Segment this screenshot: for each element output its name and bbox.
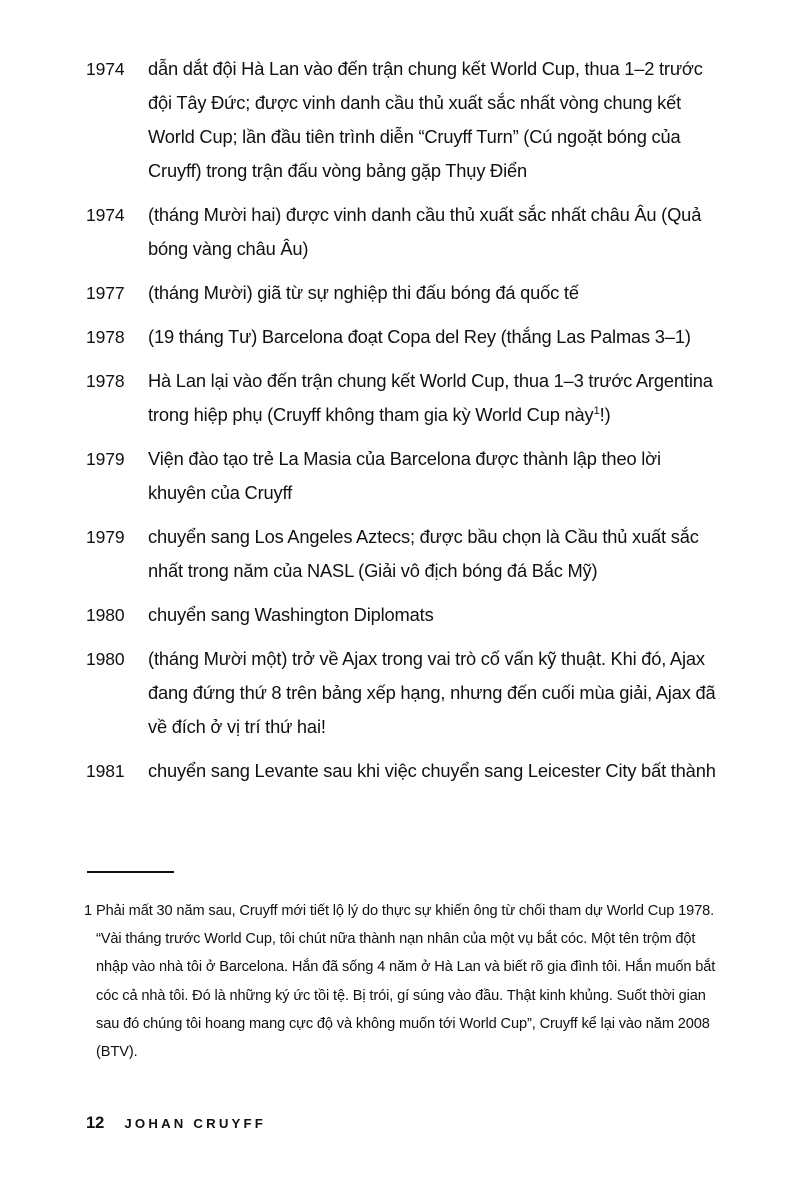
footnote-text: Phải mất 30 năm sau, Cruyff mới tiết lộ lý do thực sự khiến ông từ chối tham dự World Cup 1978. “Vài tháng trước World Cup, tôi chút nữa thành nạn nhân của một vụ bắt cóc. Một tên trộm đột nhập vào nhà tôi ở Barcelona. Hắn đã sống 4 năm ở Hà Lan và biết rõ gia đình tôi. Hắn muốn bắt cóc cả nhà tôi. Đó là những ký ức tồi tệ. Bị trói, gí súng vào đầu. Thật kinh khủng. Suốt thời gian sau đó chúng tôi hoang mang cực độ và không muốn tới World Cup”, Cruyff kể lại vào năm 2008 (BTV). (96, 903, 716, 1061)
entry-description: (tháng Mười) giã từ sự nghiệp thi đấu bóng đá quốc tế (148, 282, 579, 303)
entry-year: 1978 (86, 327, 125, 347)
entry-description: chuyển sang Levante sau khi việc chuyển sang Leicester City bất thành (148, 760, 716, 781)
entry-year: 1974 (86, 205, 125, 225)
entry-year: 1979 (86, 449, 125, 469)
entry-description (148, 364, 718, 432)
footnote-block (84, 897, 724, 1066)
entry-description: chuyển sang Los Angeles Aztecs; được bầu chọn là Cầu thủ xuất sắc nhất trong năm của NASL (Giải vô địch bóng đá Bắc Mỹ) (148, 526, 699, 581)
entry-description: (tháng Mười hai) được vinh danh cầu thủ xuất sắc nhất châu Âu (Quả bóng vàng châu Âu) (148, 204, 702, 259)
entry-description: (19 tháng Tư) Barcelona đoạt Copa del Rey (thắng Las Palmas 3–1) (148, 326, 691, 347)
footnote-separator-rule (87, 871, 174, 873)
chronology-entry (86, 364, 718, 432)
running-book-title: JOHAN CRUYFF (124, 1116, 267, 1131)
chronology-entry (86, 442, 718, 510)
chronology-entry (86, 52, 718, 188)
entry-description: chuyển sang Washington Diplomats (148, 604, 434, 625)
entry-description: (tháng Mười một) trở về Ajax trong vai trò cố vấn kỹ thuật. Khi đó, Ajax đang đứng thứ 8 trên bảng xếp hạng, nhưng đến cuối mùa giải, Ajax đã về đích ở vị trí thứ hai! (148, 648, 716, 737)
entry-year: 1974 (86, 59, 125, 79)
chronology-entry (86, 198, 718, 266)
entry-text-part: Hà Lan lại vào đến trận chung kết World Cup, thua 1–3 trước Argentina trong hiệp phụ (Cruyff không tham gia kỳ World Cup này (148, 370, 713, 425)
entry-year: 1980 (86, 649, 125, 669)
chronology-entry (86, 642, 718, 744)
entry-year: 1977 (86, 283, 125, 303)
page-number: 12 (86, 1114, 105, 1132)
chronology-entry (86, 276, 718, 310)
entry-description: dẫn dắt đội Hà Lan vào đến trận chung kết World Cup, thua 1–2 trước đội Tây Đức; được vinh danh cầu thủ xuất sắc nhất vòng chung kết World Cup; lần đầu tiên trình diễn “Cruyff Turn” (Cú ngoặt bóng của Cruyff) trong trận đấu vòng bảng gặp Thụy Điển (148, 58, 703, 181)
chronology-entry (86, 320, 718, 354)
chronology-entry (86, 520, 718, 588)
entry-year: 1980 (86, 605, 125, 625)
entry-year: 1979 (86, 527, 125, 547)
entry-year: 1981 (86, 761, 125, 781)
chronology-entry (86, 754, 718, 788)
entry-text-part: !) (599, 404, 611, 425)
entry-year: 1978 (86, 371, 125, 391)
page-footer (86, 1114, 266, 1133)
footnote-marker: 1 (84, 903, 93, 919)
chronology-entry (86, 598, 718, 632)
footnote-reference-marker[interactable]: 1 (593, 404, 600, 417)
entry-description: Viện đào tạo trẻ La Masia của Barcelona được thành lập theo lời khuyên của Cruyff (148, 448, 661, 503)
chronology-list (86, 52, 718, 798)
